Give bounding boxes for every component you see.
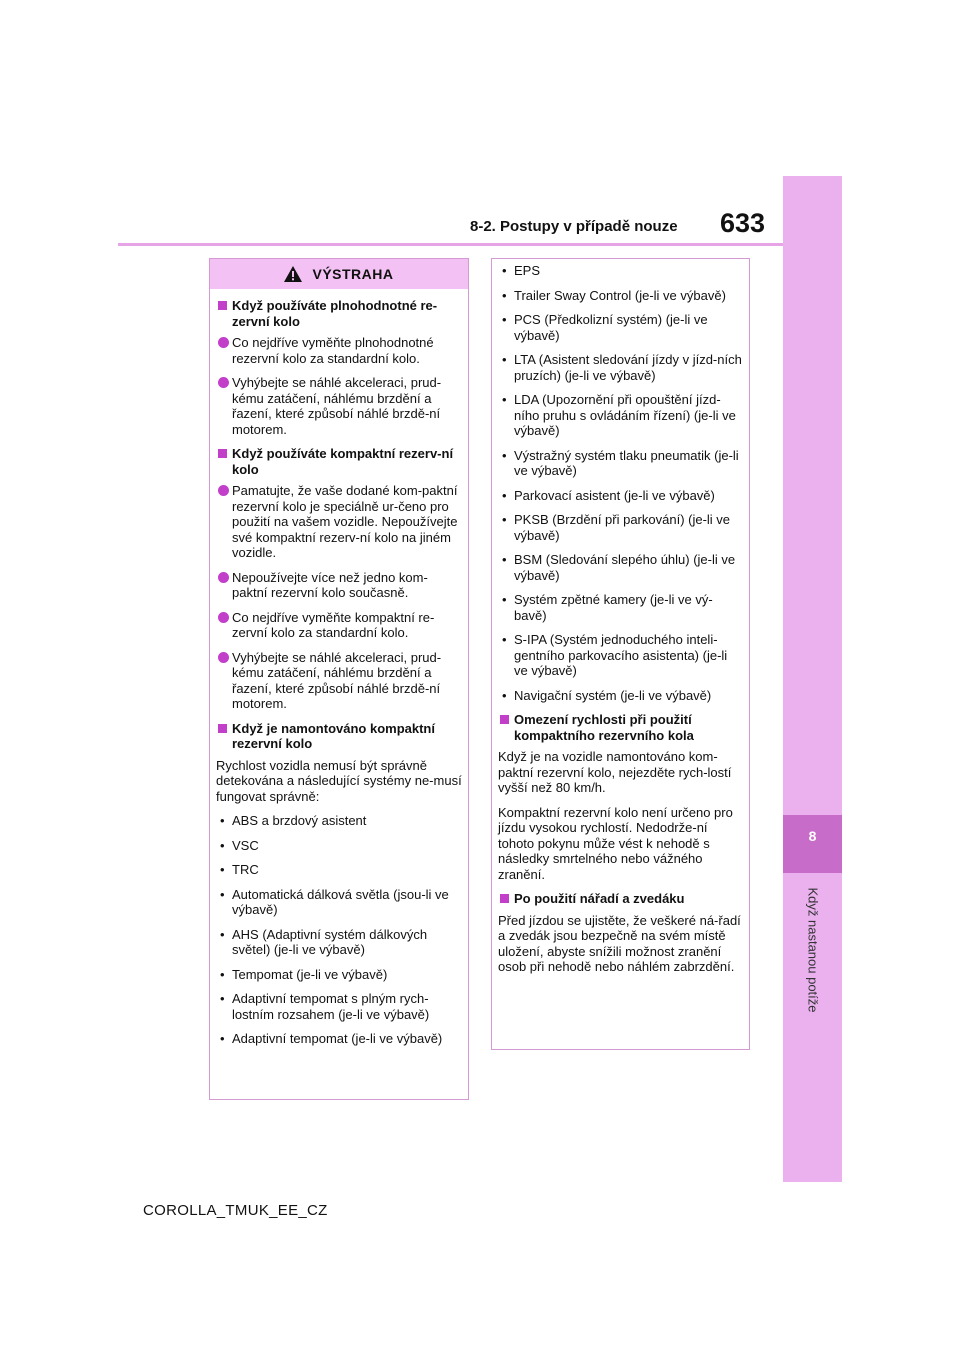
section-title: 8-2. Postupy v případě nouze (470, 218, 678, 235)
warning-label: VÝSTRAHA (312, 266, 394, 282)
bullet-item: • Systém zpětné kamery (je-li ve vý-bavě) (502, 592, 713, 623)
bullet-item: • Trailer Sway Control (je-li ve výbavě) (502, 287, 726, 303)
bullet-item: • VSC (220, 837, 259, 853)
heading: Když je namontováno kompaktní rezervní kolo (216, 721, 462, 752)
bullet-item: • TRC (220, 862, 259, 877)
square-bullet-icon (218, 301, 227, 310)
heading: Omezení rychlosti při použití kompaktního rezervního kola (498, 712, 743, 743)
bullet-item: • LTA (Asistent sledování jízdy v jízd-ních pruzích) (je-li ve výbavě) (502, 352, 742, 383)
bullet-item: • Parkovací asistent (je-li ve výbavě) (502, 487, 715, 503)
round-bullet-icon (218, 377, 229, 388)
warning-box-left (209, 258, 469, 1100)
square-bullet-icon (500, 715, 509, 724)
dot-item: Pamatujte, že vaše dodané kom-paktní rezervní kolo je speciálně ur-čeno pro použití na vašem vozidle. Nepoužívejte své kompaktní rezerv-ní kolo na jiném vozidle. (216, 483, 462, 561)
paragraph: Před jízdou se ujistěte, že veškeré ná-řadí a zvedák jsou bezpečně na svém místě uložení, abyste snížili možnost zranění osob při nehodě nebo náhlém zabrzdění. (498, 912, 741, 974)
round-bullet-icon (218, 612, 229, 623)
bullet-item: • Adaptivní tempomat s plným rych-lostním rozsahem (je-li ve výbavě) (220, 991, 430, 1022)
bullet-item: • S-IPA (Systém jednoduchého inteli-gentního parkovacího asistenta) (je-li ve výbavě) (502, 632, 728, 678)
dot-item: Nepoužívejte více než jedno kom-paktní rezervní kolo současně. (216, 570, 462, 601)
round-bullet-icon (218, 337, 229, 348)
chapter-number-box (783, 815, 842, 873)
heading: Když používáte kompaktní rezerv-ní kolo (216, 446, 462, 477)
square-bullet-icon (218, 724, 227, 733)
chapter-title: Když nastanou potíže (805, 887, 821, 1013)
paragraph: Rychlost vozidla nemusí být správně detekována a následující systémy ne-musí fungovat správně: (216, 757, 462, 804)
chapter-number: 8 (808, 828, 817, 844)
square-bullet-icon (500, 894, 509, 903)
paragraph: Když je na vozidle namontováno kom-paktní rezervní kolo, nejezděte rych-lostí vyšší než 80 km/h. (498, 749, 732, 795)
bullet-item: • Adaptivní tempomat (je-li ve výbavě) (220, 1031, 443, 1046)
bullet-item: • ABS a brzdový asistent (220, 813, 367, 828)
bullet-item: • Automatická dálková světla (jsou-li ve výbavě) (220, 886, 449, 917)
page-number: 633 (720, 208, 766, 238)
dot-item: Vyhýbejte se náhlé akceleraci, prud-kému zatáčení, náhlému brzdění a řazení, které způsobí náhlé brzdě-ní motorem. (216, 650, 462, 712)
dot-item: Co nejdříve vyměňte kompaktní re-zervní kolo za standardní kolo. (216, 610, 462, 641)
chapter-side-tab (783, 176, 842, 1182)
round-bullet-icon (218, 485, 229, 496)
document-code: COROLLA_TMUK_EE_CZ (143, 1202, 328, 1219)
bullet-item: • PCS (Předkolizní systém) (je-li ve výbavě) (502, 312, 708, 343)
square-bullet-icon (218, 449, 227, 458)
round-bullet-icon (218, 652, 229, 663)
bullet-item: • PKSB (Brzdění při parkování) (je-li ve výbavě) (502, 512, 731, 543)
bullet-item: • LDA (Upozornění při opouštění jízd-ního pruhu s ovládáním řízení) (je-li ve výbavě) (502, 392, 736, 438)
bullet-item: • BSM (Sledování slepého úhlu) (je-li ve výbavě) (502, 552, 736, 583)
bullet-item: • Navigační systém (je-li ve výbavě) (502, 687, 712, 703)
warning-header (210, 259, 468, 289)
dot-item: Co nejdříve vyměňte plnohodnotné rezervní kolo za standardní kolo. (216, 335, 462, 366)
heading: Když používáte plnohodnotné re-zervní kolo (216, 298, 462, 329)
bullet-item: • Výstražný systém tlaku pneumatik (je-li ve výbavě) (502, 447, 739, 478)
bullet-item: • EPS (502, 263, 541, 278)
paragraph: Kompaktní rezervní kolo není určeno pro jízdu vysokou rychlostí. Nedodrže-ní tohoto pokynu může vést k nehodě s následky smrtelného nebo vážného zranění. (498, 804, 733, 882)
dot-item: Vyhýbejte se náhlé akceleraci, prud-kému zatáčení, náhlému brzdění a řazení, které způsobí náhlé brzdě-ní motorem. (216, 375, 462, 437)
round-bullet-icon (218, 572, 229, 583)
warning-box-right (491, 258, 750, 1050)
warning-triangle-icon (284, 266, 302, 282)
bullet-item: • AHS (Adaptivní systém dálkových světel) (je-li ve výbavě) (220, 926, 428, 957)
header-divider (118, 243, 783, 246)
heading: Po použití nářadí a zvedáku (498, 891, 743, 907)
bullet-item: • Tempomat (je-li ve výbavě) (220, 966, 388, 982)
